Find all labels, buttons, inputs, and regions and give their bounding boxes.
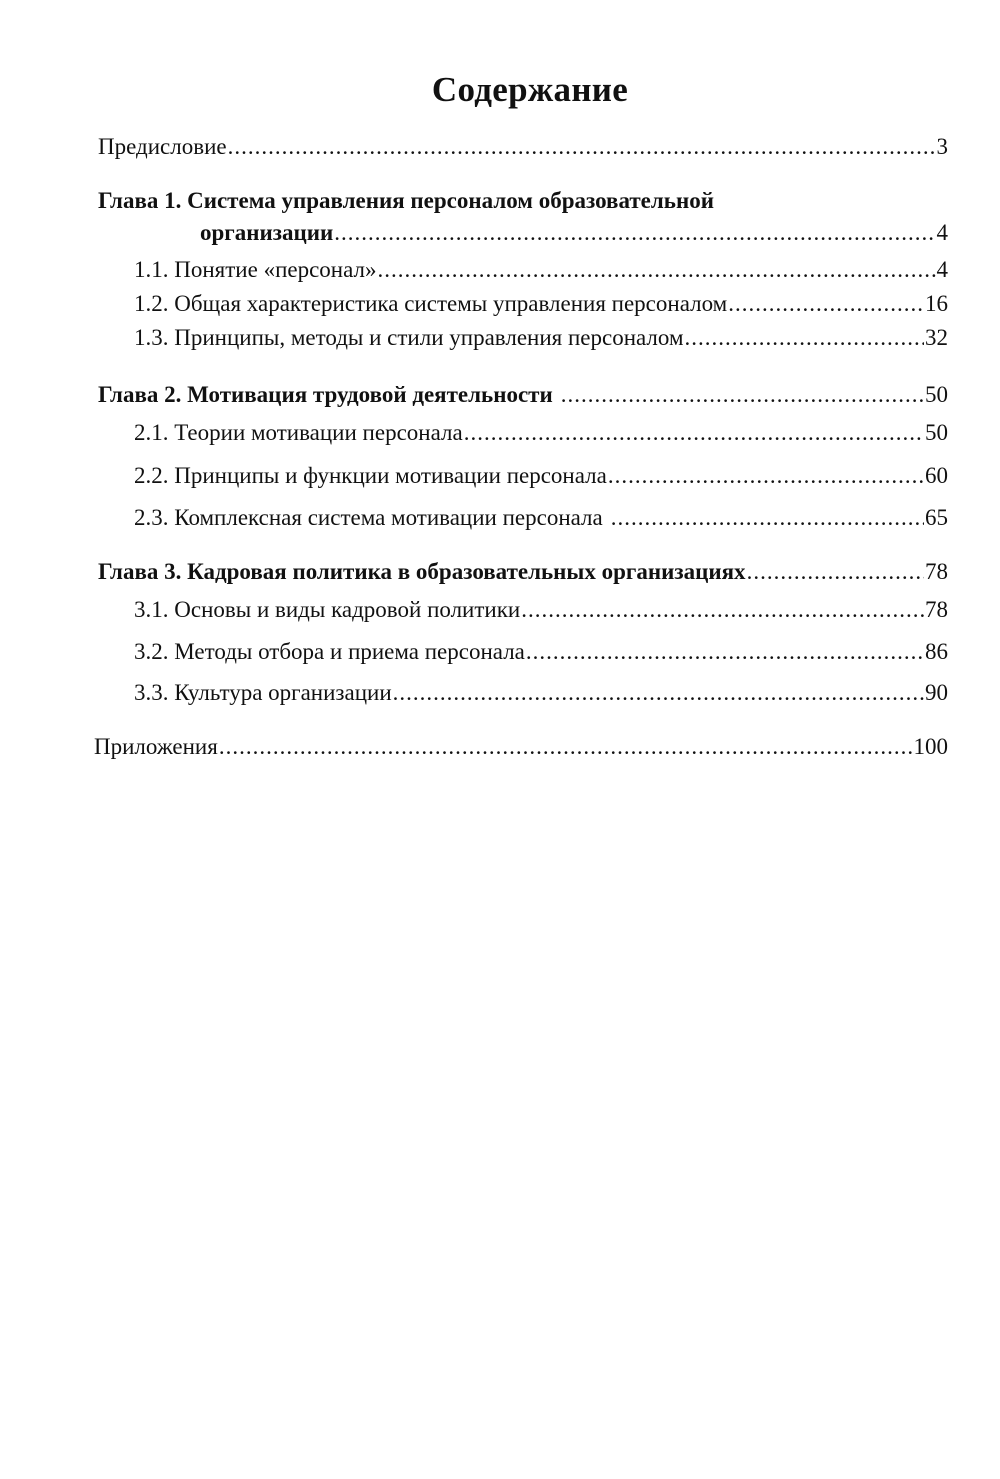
toc-page-number: 4 xyxy=(936,257,948,282)
toc-page-number: 16 xyxy=(925,291,948,316)
toc-leader xyxy=(464,418,924,448)
toc-page-number: 90 xyxy=(925,680,948,705)
toc-page-number: 50 xyxy=(925,420,948,445)
toc-label: 2.3. Комплексная система мотивации персонала xyxy=(134,505,603,530)
toc-leader xyxy=(393,678,924,708)
toc-leader xyxy=(526,637,924,667)
toc-entry-preface xyxy=(98,132,948,162)
toc-entry-1-3 xyxy=(134,323,948,353)
toc-leader xyxy=(521,595,924,625)
toc-leader xyxy=(685,323,924,353)
toc-entry-1-2 xyxy=(134,289,948,319)
toc-label: 1.1. Понятие «персонал» xyxy=(134,257,377,282)
toc-label: 1.2. Общая характеристика системы управления персоналом xyxy=(134,291,728,316)
toc-entry-chapter1 xyxy=(200,218,948,248)
toc-label: 3.1. Основы и виды кадровой политики xyxy=(134,597,521,622)
toc-label: 3.3. Культура организации xyxy=(134,680,392,705)
toc-chapter1-title-line1: Глава 1. Система управления персоналом образовательной xyxy=(98,188,714,213)
toc-label: 2.2. Принципы и функции мотивации персонала xyxy=(134,463,607,488)
toc-entry-appendix xyxy=(94,732,948,762)
toc-leader xyxy=(228,132,936,162)
toc-entry-chapter3 xyxy=(98,557,948,587)
toc-label: Приложения xyxy=(94,734,218,759)
toc-entry-2-2 xyxy=(134,461,948,491)
toc-entry-chapter2 xyxy=(98,380,948,410)
toc-entry-3-3 xyxy=(134,678,948,708)
toc-leader xyxy=(747,557,924,587)
toc-leader xyxy=(378,255,936,285)
toc-leader xyxy=(728,289,924,319)
toc-leader xyxy=(608,461,924,491)
toc-entry-3-1 xyxy=(134,595,948,625)
toc-page-number: 65 xyxy=(925,505,948,530)
toc-label: 1.3. Принципы, методы и стили управления персоналом xyxy=(134,325,684,350)
toc-leader xyxy=(334,218,935,248)
toc-label: Глава 3. Кадровая политика в образовательных организациях xyxy=(98,559,746,584)
toc-page-number: 78 xyxy=(925,597,948,622)
toc-leader xyxy=(219,732,913,762)
toc-label: 2.1. Теории мотивации персонала xyxy=(134,420,463,445)
toc-entry-1-1 xyxy=(134,255,948,285)
toc-page-number: 100 xyxy=(913,734,948,759)
toc-page-number: 32 xyxy=(925,325,948,350)
toc-leader xyxy=(561,380,924,410)
toc-page-number: 4 xyxy=(936,220,948,245)
toc-entry-2-1 xyxy=(134,418,948,448)
toc-label: Глава 2. Мотивация трудовой деятельности xyxy=(98,382,553,407)
page-title: Содержание xyxy=(431,70,629,109)
toc-label: Предисловие xyxy=(98,134,227,159)
toc-page-number: 60 xyxy=(925,463,948,488)
toc-label: организации xyxy=(200,220,334,245)
toc-leader xyxy=(611,503,924,533)
toc-entry-2-3 xyxy=(134,503,948,533)
toc-page-number: 3 xyxy=(936,134,948,159)
toc-label: 3.2. Методы отбора и приема персонала xyxy=(134,639,525,664)
toc-entry-3-2 xyxy=(134,637,948,667)
toc-page-number: 86 xyxy=(925,639,948,664)
toc-page-number: 78 xyxy=(925,559,948,584)
toc-page-number: 50 xyxy=(925,382,948,407)
